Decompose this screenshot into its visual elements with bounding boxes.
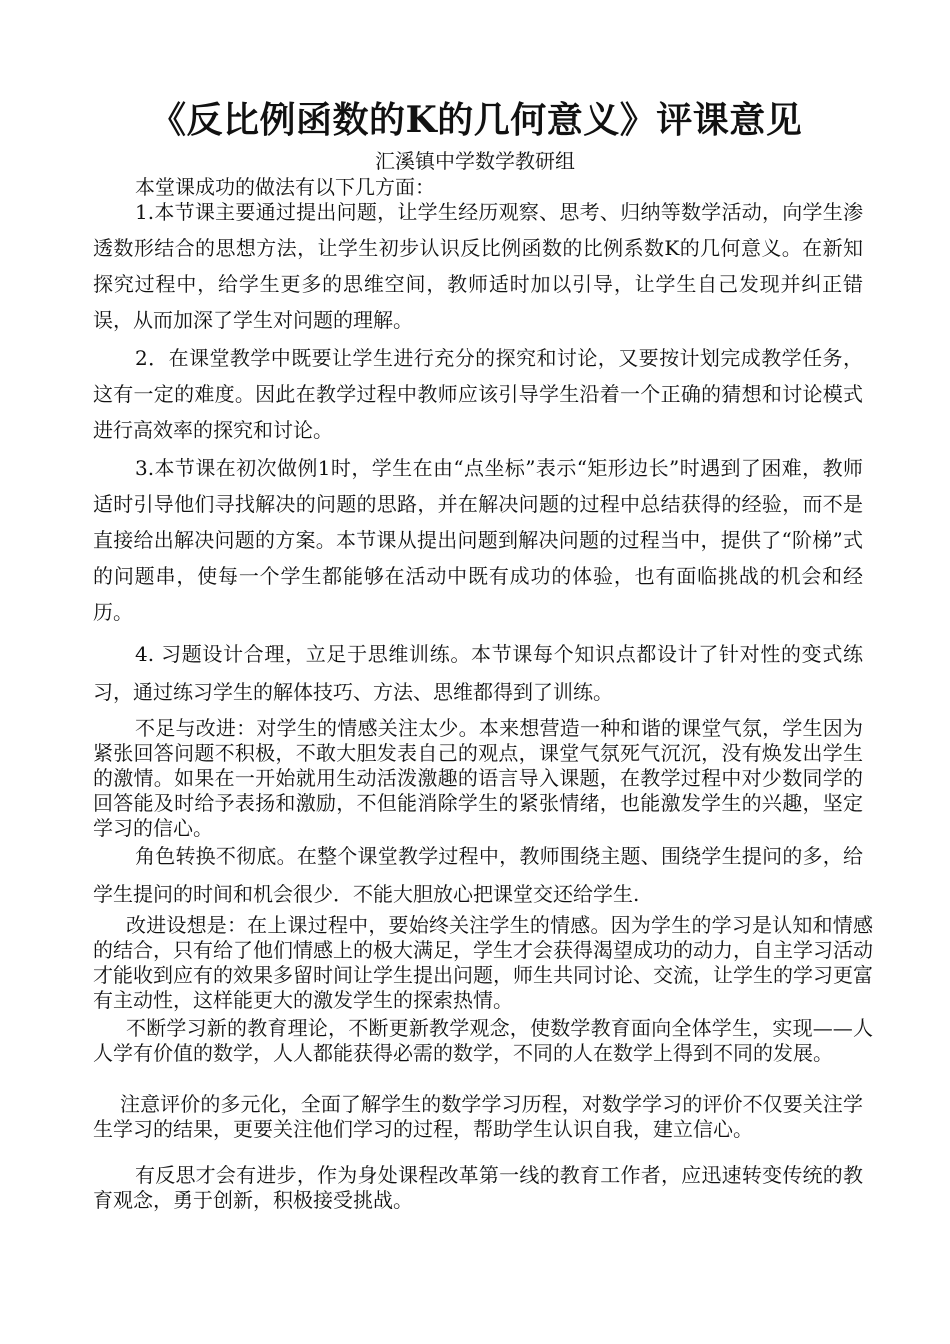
document-author: 汇溪镇中学数学教研组 bbox=[375, 149, 575, 173]
paragraph-5: 不足与改进：对学生的情感关注太少。本来想营造一种和谐的课堂气氛，学生因为紧张回答问题不积极，不敢大胆发表自己的观点，课堂气氛死气沉沉，没有焕发出学生的激情。如果在一开始就用生动活泼激趣的语言导入课题，在教学过程中对少数同学的回答能及时给予表扬和激励，不但能消除学生的紧张情绪，也能激发学生的兴趣，坚定学习的信心。 bbox=[93, 716, 863, 840]
paragraph-7: 改进设想是：在上课过程中，要始终关注学生的情感。因为学生的学习是认知和情感的结合，只有给了他们情感上的极大满足，学生才会获得渴望成功的动力，自主学习活动才能收到应有的效果多留时间让学生提出问题，师生共同讨论、交流，让学生的学习更富有主动性，这样能更大的激发学生的探索热情。 bbox=[93, 913, 873, 1012]
paragraph-10: 有反思才会有进步，作为身处课程改革第一线的教育工作者，应迅速转变传统的教育观念，勇于创新，积极接受挑战。 bbox=[93, 1163, 863, 1212]
paragraph-6: 角色转换不彻底。在整个课堂教学过程中，教师围绕主题、围绕学生提问的多，给学生提问的时间和机会很少．不能大胆放心把课堂交还给学生. bbox=[93, 844, 863, 906]
intro-line: 本堂课成功的做法有以下几方面： bbox=[135, 175, 435, 199]
paragraph-9: 注意评价的多元化，全面了解学生的数学学习历程，对数学学习的评价不仅要关注学生学习的结果，更要关注他们学习的过程，帮助学生认识自我，建立信心。 bbox=[93, 1092, 863, 1141]
paragraph-1: 1.本节课主要通过提出问题，让学生经历观察、思考、归纳等数学活动，向学生渗透数形结合的思想方法，让学生初步认识反比例函数的比例系数K的几何意义。在新知探究过程中，给学生更多的思维空间，教师适时加以引导，让学生自己发现并纠正错误，从而加深了学生对问题的理解。 bbox=[93, 200, 863, 332]
document-title: 《反比例函数的K的几何意义》评课意见 bbox=[150, 99, 803, 141]
paragraph-2: 2．在课堂教学中既要让学生进行充分的探究和讨论，又要按计划完成教学任务，这有一定的难度。因此在教学过程中教师应该引导学生沿着一个正确的猜想和讨论模式进行高效率的探究和讨论。 bbox=[93, 346, 863, 442]
paragraph-8: 不断学习新的教育理论，不断更新教学观念，使数学教育面向全体学生，实现——人人学有价值的数学，人人都能获得必需的数学，不同的人在数学上得到不同的发展。 bbox=[93, 1016, 873, 1065]
paragraph-4: 4. 习题设计合理，立足于思维训练。本节课每个知识点都设计了针对性的变式练习，通过练习学生的解体技巧、方法、思维都得到了训练。 bbox=[93, 642, 863, 704]
paragraph-3: 3.本节课在初次做例1时，学生在由“点坐标”表示“矩形边长”时遇到了困难，教师适时引导他们寻找解决的问题的思路，并在解决问题的过程中总结获得的经验，而不是直接给出解决问题的方案。本节课从提出问题到解决问题的过程当中，提供了“阶梯”式的问题串，使每一个学生都能够在活动中既有成功的体验，也有面临挑战的机会和经历。 bbox=[93, 456, 863, 624]
